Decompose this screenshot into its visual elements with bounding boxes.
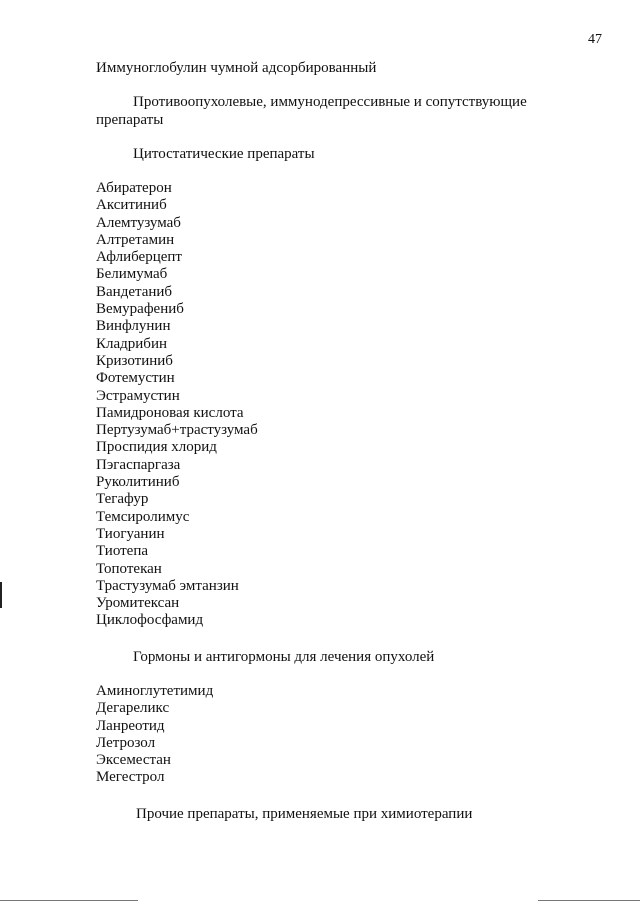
list-item: Пэгаспаргаза [96,456,181,473]
subsection-title-other: Прочие препараты, применяемые при химиотерапии [136,806,473,822]
list-item: Алемтузумаб [96,214,181,231]
page-number: 47 [588,32,602,47]
intro-line: Иммуноглобулин чумной адсорбированный [96,60,377,76]
list-item: Эксеместан [96,752,171,769]
list-item: Пертузумаб+трастузумаб [96,422,258,439]
list-item: Ланреотид [96,717,165,734]
list-item: Циклофосфамид [96,612,204,629]
section-heading-line2: препараты [96,112,164,128]
list-item: Афлиберцепт [96,249,182,266]
list-item: Эстрамустин [96,387,180,404]
subsection-title-hormones: Гормоны и антигормоны для лечения опухолей [133,649,435,665]
list-item: Аминоглутетимид [96,683,214,699]
list-item: Трастузумаб эмтанзин [96,577,239,594]
list-item: Топотекан [96,560,162,577]
list-item: Руколитиниб [96,474,180,491]
list-item: Фотемустин [96,370,175,387]
scan-edge-mark [0,582,2,608]
cytostatic-list [96,180,258,630]
list-item: Дегареликс [96,700,170,717]
list-item: Вемурафениб [96,301,184,318]
list-item: Кладрибин [96,335,167,352]
list-item: Кризотиниб [96,352,173,369]
scan-line-right [538,900,640,901]
list-item: Памидроновая кислота [96,404,244,421]
list-item: Винфлунин [96,318,171,335]
list-item: Тиотепа [96,543,149,560]
list-item: Тиогуанин [96,525,165,542]
list-item: Темсиролимус [96,508,190,525]
list-item: Вандетаниб [96,283,173,300]
hormones-list [96,683,213,787]
list-item: Белимумаб [96,266,168,283]
list-item: Уромитексан [96,595,180,612]
list-item: Мегестрол [96,769,165,786]
list-item: Летрозол [96,734,156,751]
scan-line-left [0,900,138,901]
list-item: Абиратерон [96,180,172,196]
list-item: Тегафур [96,491,149,508]
list-item: Акситиниб [96,197,167,214]
subsection-title-cytostatic: Цитостатические препараты [133,146,315,162]
section-heading-line1: Противоопухолевые, иммунодепрессивные и сопутствующие [133,94,527,110]
list-item: Алтретамин [96,231,175,248]
list-item: Проспидия хлорид [96,439,217,456]
